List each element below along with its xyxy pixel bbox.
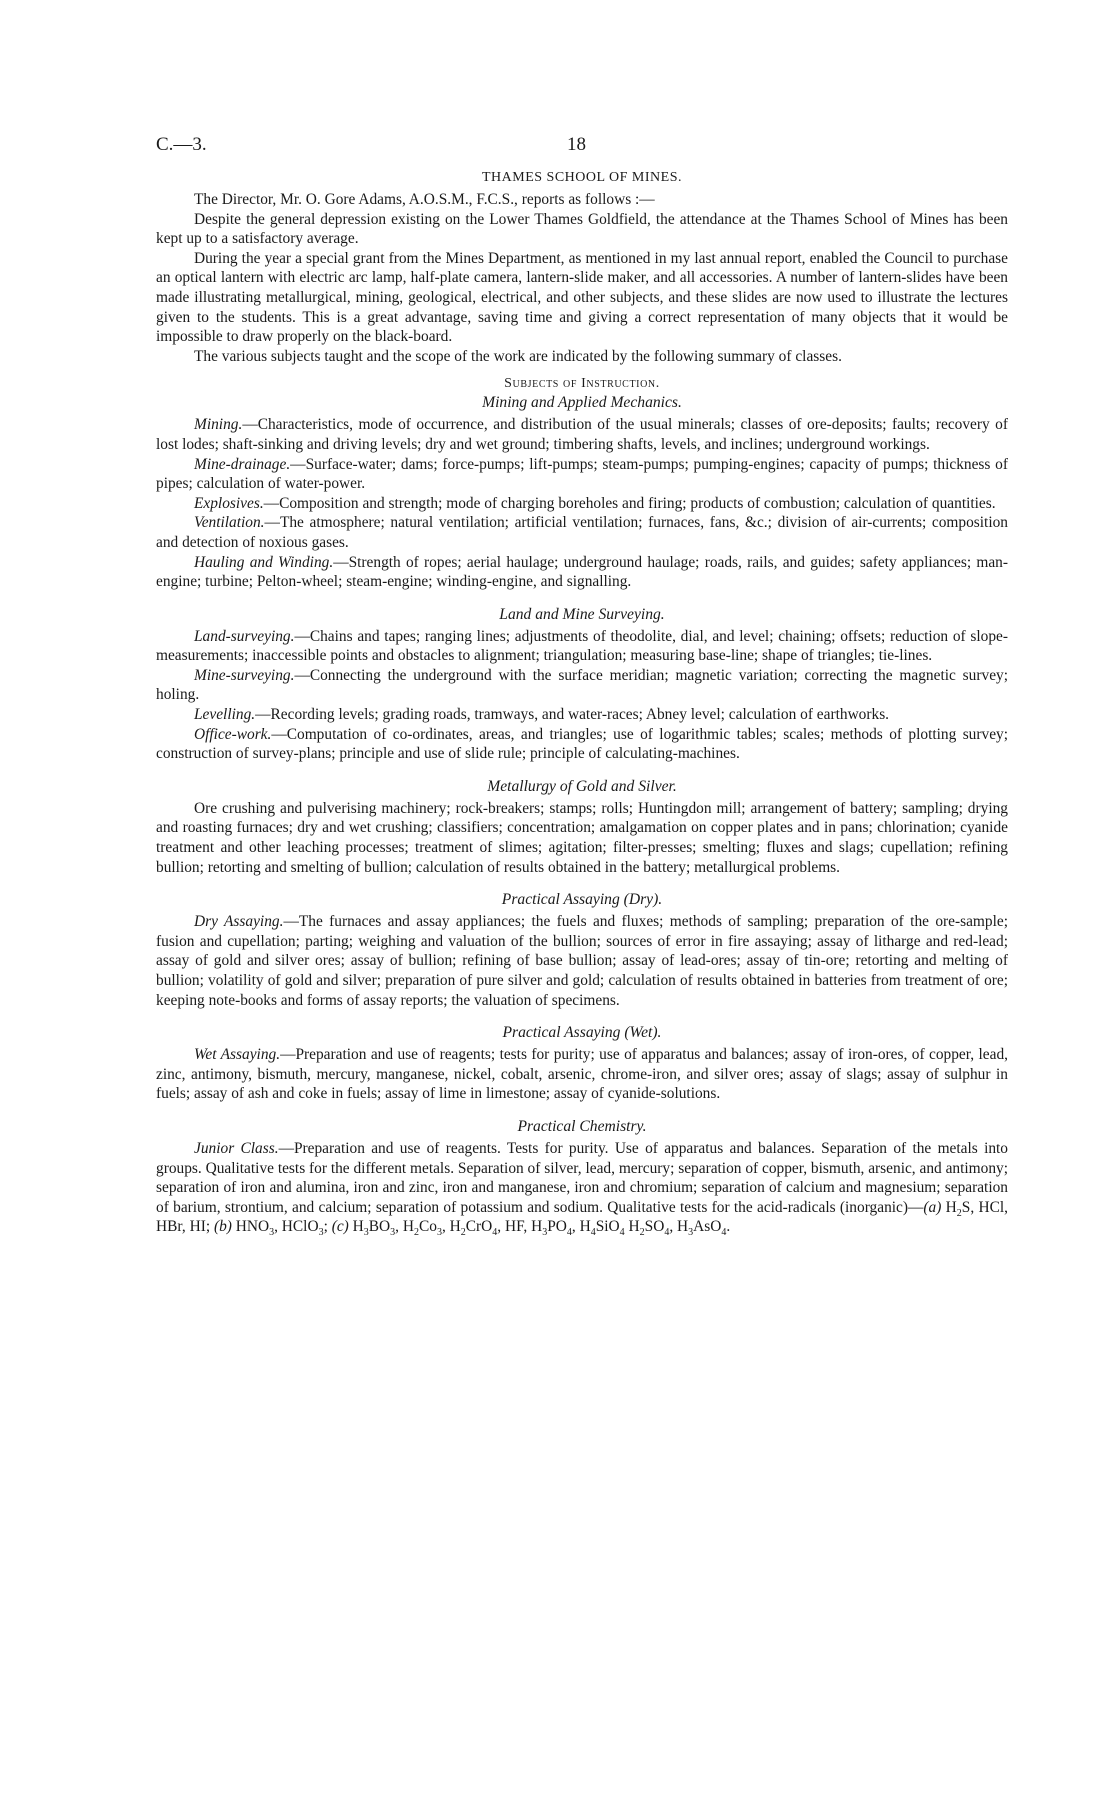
item-lead: Dry Assaying. <box>194 913 284 931</box>
mining-item <box>156 553 1008 592</box>
director-line: The Director, Mr. O. Gore Adams, A.O.S.M., F.C.S., reports as follows :— <box>194 191 655 208</box>
item-text: —Chains and tapes; ranging lines; adjustments of theodolite, dial, and level; chaining; offsets; reduction of slope-measurements; inaccessible points and obstacles to alignment; triangulation; measuring base-line; shape of triangles; tie-lines. <box>156 627 1008 665</box>
item-lead: Ventilation. <box>194 514 265 532</box>
item-lead: Hauling and Winding. <box>194 553 334 571</box>
subjects-heading: Subjects of Instruction. <box>504 376 660 392</box>
chemistry-item: Junior Class.—Preparation and use of reagents. Tests for purity. Use of apparatus and balances. Separation of the metals into groups. Qualitative tests for the different metals. Separation of silver, lead, mercury; separation of copper, bismuth, arsenic, and antimony; separation of iron and alumina, iron and zinc, iron and manganese, iron and chromium; separation of calcium and magnesium; separation of barium, strontium, and calcium; separation of potassium and sodium. Qualitative tests for the acid-radicals (inorganic)—(a) $H_2S$, HCl, HBr, HI; (b) $HNO_3$, HClO$_3$; (c) $H_3BO_3$, $H_2Co_3$, $H_2CrO_4$, HF, $H_3PO_4$, $H_4SiO_4$ $H_2SO_4$, $H_3AsO_4$. <box>156 1139 1009 1239</box>
item-lead: Junior Class. <box>194 1139 279 1157</box>
item-text: —Connecting the underground with the surface meridian; magnetic variation; correcting the magnetic survey; holing. <box>156 666 1008 704</box>
formula-label-a: (a) <box>923 1198 942 1216</box>
wet-assaying-item <box>156 1045 1008 1104</box>
document-reference: C.—3. <box>156 134 207 155</box>
item-text: —Computation of co-ordinates, areas, and triangles; use of logarithmic tables; scales; methods of plotting survey; construction of survey-plans; principle and use of slide rule; principle of calculating-machines. <box>156 725 1008 763</box>
metallurgy-text: Ore crushing and pulverising machinery; rock-breakers; stamps; rolls; Huntingdon mill; arrangement of battery; sampling; drying and roasting furnaces; dry and wet crushing; classifiers; concentration; amalgamation on copper plates and in pans; chlorination; cyanide treatment and other leaching processes; treatment of slimes; agitation; filter-presses; smelting; fluxes and slags; cupellation; refining bullion; retorting and smelting of bullion; calculation of results obtained in the battery; metallurgical problems. <box>156 799 1008 876</box>
item-text: —The furnaces and assay appliances; the fuels and fluxes; methods of sampling; preparation of the ore-sample; fusion and cupellation; parting; weighing and valuation of the bullion; sources of error in fire assaying; assay of litharge and red-lead; assay of gold and silver ores; assay of bullion; refining of base bullion; assay of lead-ores; assay of tin-ore; retorting and melting of bullion; volatility of gold and silver; preparation of pure silver and gold; calculation of results obtained in batteries from treatment of ore; keeping note-books and forms of assay reports; the valuation of specimens. <box>156 913 1008 1009</box>
surveying-item <box>156 627 1008 666</box>
dry-assaying-item <box>156 912 1008 1010</box>
formula-label-c: (c) <box>331 1218 349 1236</box>
item-lead: Explosives. <box>194 494 264 512</box>
item-text: —The atmosphere; natural ventilation; artificial ventilation; furnaces, fans, &c.; division of air-currents; composition and detection of noxious gases. <box>156 514 1008 551</box>
mining-item <box>156 494 1008 514</box>
metallurgy-heading: Metallurgy of Gold and Silver. <box>487 777 677 795</box>
item-lead: Wet Assaying. <box>194 1046 281 1064</box>
surveying-item <box>156 725 1008 764</box>
item-text: —Strength of ropes; aerial haulage; underground haulage; roads, rails, and guides; safety appliances; man-engine; turbine; Pelton-wheel; steam-engine; winding-engine, and signalling. <box>156 553 1008 591</box>
item-text: —Surface-water; dams; force-pumps; lift-pumps; steam-pumps; pumping-engines; capacity of pumps; thickness of pipes; calculation of water-power. <box>156 455 1008 493</box>
intro-paragraph-1: Despite the general depression existing on the Lower Thames Goldfield, the attendance at the Thames School of Mines has been kept up to a satisfactory average. <box>156 210 1008 248</box>
item-text: —Recording levels; grading roads, tramways, and water-races; Abney level; calculation of earthworks. <box>255 706 890 724</box>
surveying-item <box>156 666 1008 705</box>
item-lead: Levelling. <box>194 706 256 724</box>
dry-assaying-heading: Practical Assaying (Dry). <box>501 891 663 909</box>
section-title: THAMES SCHOOL OF MINES. <box>481 170 682 185</box>
intro-paragraph-3: The various subjects taught and the scope of the work are indicated by the following summary of classes. <box>194 347 842 365</box>
wet-assaying-heading: Practical Assaying (Wet). <box>502 1024 662 1042</box>
item-text: —Composition and strength; mode of charging boreholes and firing; products of combustion; calculation of quantities. <box>263 494 996 512</box>
item-lead: Mining. <box>194 416 243 434</box>
mining-item <box>156 455 1008 494</box>
item-lead: Office-work. <box>194 725 272 743</box>
item-text: —Characteristics, mode of occurrence, and distribution of the usual minerals; classes of ore-deposits; faults; recovery of lost lodes; shaft-sinking and driving levels; dry and wet ground; timbering shafts, levels, and inclines; underground workings. <box>156 416 1008 453</box>
item-lead: Mine-surveying. <box>194 666 295 684</box>
mining-heading: Mining and Applied Mechanics. <box>482 394 682 412</box>
page-header <box>156 134 1008 168</box>
item-lead: Land-surveying. <box>194 627 295 645</box>
item-text: —Preparation and use of reagents; tests for purity; use of apparatus and balances; assay of iron-ores, of copper, lead, zinc, antimony, bismuth, mercury, manganese, nickel, cobalt, arsenic, chrome-iron, and silver ores; assay of slags; assay of sulphur in fuels; assay of ash and coke in fuels; assay of lime in limestone; assay of cyanide-solutions. <box>156 1046 1008 1103</box>
page-number: 18 <box>567 134 586 155</box>
formula-label-b: (b) <box>213 1218 232 1236</box>
surveying-item <box>156 705 1008 725</box>
item-lead: Mine-drainage. <box>194 455 291 473</box>
mining-item <box>156 415 1008 454</box>
intro-paragraph-2: During the year a special grant from the Mines Department, as mentioned in my last annual report, enabled the Council to purchase an optical lantern with electric arc lamp, half-plate camera, lantern-slide maker, and all accessories. A number of lantern-slides have been made illustrating metallurgical, mining, geological, electrical, and other subjects, and these slides are now used to illustrate the lectures given to the students. This is a great advantage, saving time and giving a correct representation of many objects that it would be impossible to draw properly on the black-board. <box>156 249 1008 346</box>
document-page <box>156 134 1008 1237</box>
chemistry-heading: Practical Chemistry. <box>517 1117 647 1135</box>
mining-item <box>156 513 1008 552</box>
item-text: —Preparation and use of reagents. Tests for purity. Use of apparatus and balances. Separation of the metals into groups. Qualitative tests for the different metals. Separation of silver, lead, mercury; separation of copper, bismuth, arsenic, and antimony; separation of iron and alumina, iron and zinc, iron and manganese, iron and chromium; separation of calcium and magnesium; separation of barium, strontium, and calcium; separation of potassium and sodium. Qualitative tests for the acid-radicals (inorganic)— <box>156 1139 1009 1216</box>
surveying-heading: Land and Mine Surveying. <box>499 605 665 623</box>
